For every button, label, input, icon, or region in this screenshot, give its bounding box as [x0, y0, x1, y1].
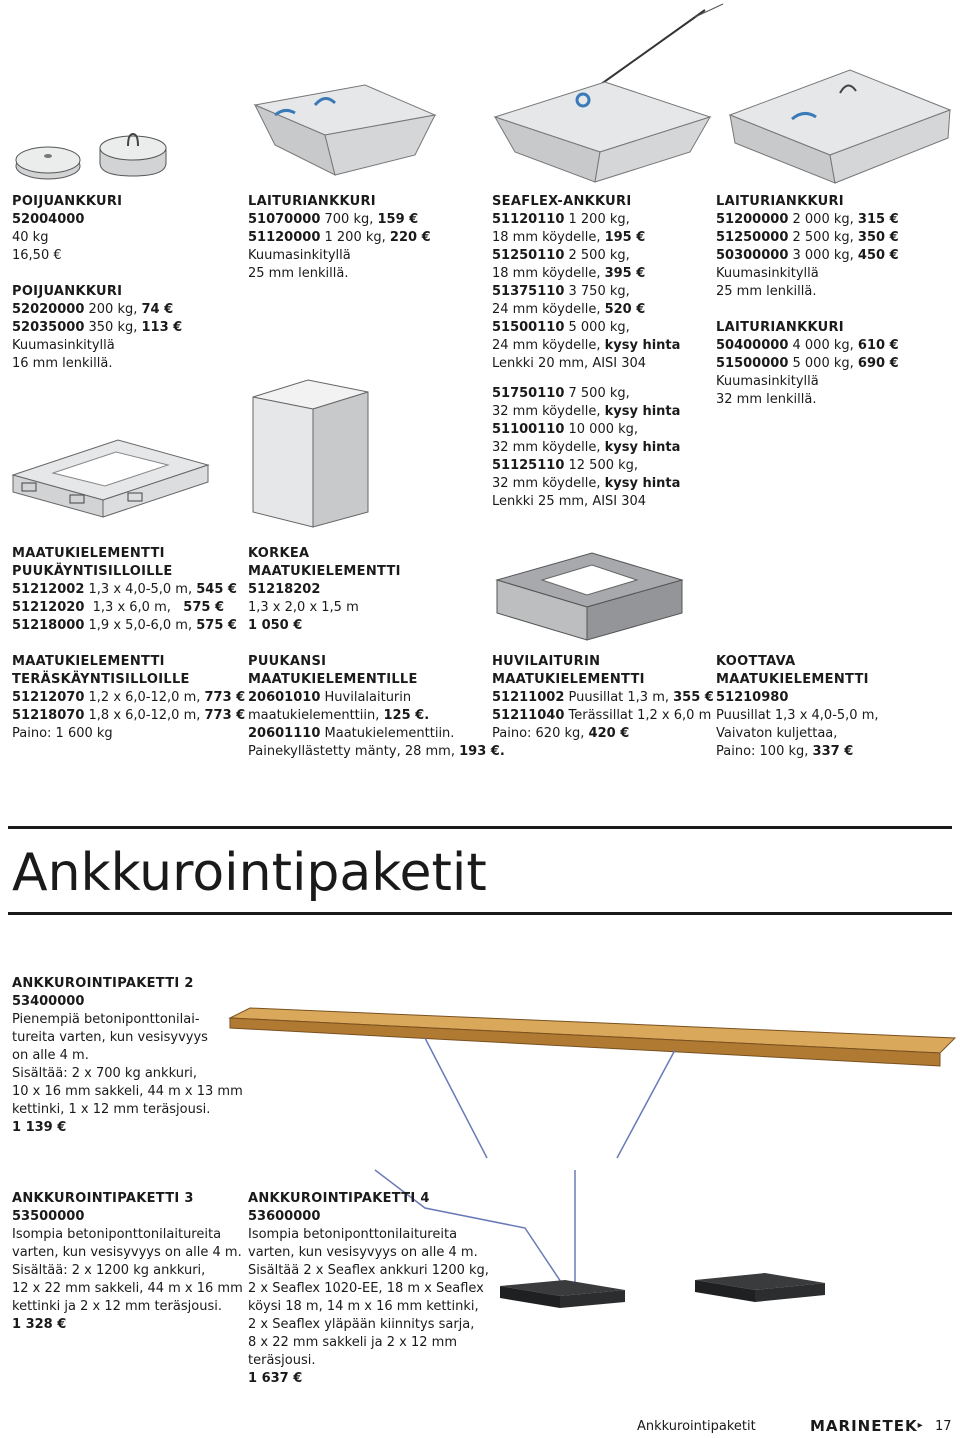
product-spec: 18 mm köydelle,: [492, 230, 605, 245]
product-spec: 2 000 kg,: [788, 212, 858, 227]
package-description-line: on alle 4 m.: [12, 1048, 89, 1063]
product-title: MAATUKIELEMENTTI: [248, 564, 401, 579]
spec-line: [492, 247, 680, 265]
product-price: 337 €: [812, 744, 854, 759]
spec-line: [492, 439, 680, 457]
package-price: 1 139 €: [12, 1120, 67, 1135]
product-spec: 3 750 kg,: [564, 284, 630, 299]
product-code: 51375110: [492, 284, 565, 299]
package-code: 53600000: [248, 1209, 321, 1224]
spec-line: [12, 599, 237, 617]
seaflex-anchor-figure: [485, 2, 725, 187]
seaflex-anchor-block: [492, 193, 680, 511]
dock-anchor-block-figure: [245, 75, 445, 185]
spec-line: [12, 689, 245, 707]
product-spec: Lenkki 25 mm, AISI 304: [492, 494, 647, 509]
product-code: 51250110: [492, 248, 565, 263]
product-code: 51120000: [248, 230, 321, 245]
package-code: 53500000: [12, 1209, 85, 1224]
product-spec: Paino: 620 kg,: [492, 726, 589, 741]
spec-line: [492, 355, 680, 373]
product-price: 315 €: [857, 212, 899, 227]
product-spec: 25 mm lenkillä.: [716, 284, 817, 299]
product-spec: 24 mm köydelle,: [492, 338, 605, 353]
product-code: 51750110: [492, 386, 565, 401]
product-spec: 1,2 x 6,0-12,0 m,: [84, 690, 205, 705]
product-title: LAITURIANKKURI: [716, 194, 844, 209]
product-spec: 1,3 x 4,0-5,0 m,: [84, 582, 197, 597]
package-code: 53400000: [12, 994, 85, 1009]
product-title: PUUKÄYNTISILLOILLE: [12, 564, 173, 579]
wood-deck-block: [248, 653, 505, 761]
product-spec: Paino: 100 kg,: [716, 744, 813, 759]
spec-line: [492, 475, 680, 493]
product-code: 51212002: [12, 582, 85, 597]
product-code: 51210980: [716, 690, 789, 705]
product-title: MAATUKIELEMENTTI: [12, 654, 165, 669]
product-spec: Lenkki 20 mm, AISI 304: [492, 356, 647, 371]
product-spec: 24 mm köydelle,: [492, 302, 605, 317]
package-3-block: [12, 1190, 243, 1334]
spec-line: [716, 265, 899, 283]
spec-line: [492, 689, 714, 707]
package-4-block: [248, 1190, 489, 1388]
spec-line: [12, 725, 245, 743]
package-description-line: 2 x Seaflex yläpään kiinnitys sarja,: [248, 1317, 475, 1332]
product-spec: 10 000 kg,: [564, 422, 639, 437]
product-spec: maatukielementtiin,: [248, 708, 384, 723]
product-note: Kuumasinkityllä: [248, 248, 351, 263]
package-description-line: Sisältää 2 x Seaflex ankkuri 1200 kg,: [248, 1263, 489, 1278]
abutment-element-figure: [8, 425, 213, 520]
cottage-abutment-block: [492, 653, 714, 743]
product-code: 51212070: [12, 690, 85, 705]
product-spec: Puusillat 1,3 x 4,0-5,0 m,: [716, 708, 879, 723]
package-description-line: teräsjousi.: [248, 1353, 316, 1368]
product-code: 51070000: [248, 212, 321, 227]
product-code: 51250000: [716, 230, 789, 245]
spec-line: [716, 247, 899, 265]
product-code: 51125110: [492, 458, 565, 473]
product-price: kysy hinta: [604, 476, 681, 491]
package-title: ANKKUROINTIPAKETTI 3: [12, 1191, 194, 1206]
dock-anchor-block: [248, 193, 431, 283]
section-rule-bottom: [8, 912, 952, 915]
package-description-line: Isompia betoniponttonilaitureita: [12, 1227, 222, 1242]
product-title: KOOTTAVA: [716, 654, 796, 669]
product-price: kysy hinta: [604, 440, 681, 455]
dock-anchor-block-b: [716, 319, 899, 409]
product-price: 193 €.: [459, 744, 505, 759]
product-price: kysy hinta: [604, 404, 681, 419]
package-2-figure: [225, 968, 960, 1168]
product-spec: 4 000 kg,: [788, 338, 858, 353]
package-description-line: Sisältää: 2 x 1200 kg ankkuri,: [12, 1263, 206, 1278]
product-spec: 12 500 kg,: [564, 458, 639, 473]
product-spec: Terässillat 1,2 x 6,0 m: [564, 708, 712, 723]
product-code: 50300000: [716, 248, 789, 263]
product-spec: Puusillat 1,3 m,: [564, 690, 674, 705]
spec-line: [716, 337, 899, 355]
product-code: 52035000: [12, 320, 85, 335]
product-code: 51211040: [492, 708, 565, 723]
product-price: kysy hinta: [604, 338, 681, 353]
spec-line: [492, 457, 680, 475]
package-description-line: varten, kun vesisyvyys on alle 4 m.: [12, 1245, 242, 1260]
buoy-anchor-figure: [8, 118, 178, 188]
product-code: 51218070: [12, 708, 85, 723]
product-spec: Maatukielementtiin.: [320, 726, 455, 741]
package-description-line: tureita varten, kun vesisyvyys: [12, 1030, 208, 1045]
package-description-line: kettinki ja 2 x 12 mm teräsjousi.: [12, 1299, 222, 1314]
product-spec: 700 kg,: [320, 212, 378, 227]
spec-line: [716, 743, 879, 761]
product-spec: 18 mm köydelle,: [492, 266, 605, 281]
modular-abutment-block: [716, 653, 879, 761]
spec-line: [12, 707, 245, 725]
spec-line: [492, 229, 680, 247]
brand-logo: [810, 1417, 924, 1435]
product-code: 52004000: [12, 212, 85, 227]
product-spec: 350 kg,: [84, 320, 142, 335]
product-code: 52020000: [12, 302, 85, 317]
package-title: ANKKUROINTIPAKETTI 2: [12, 976, 194, 991]
product-weight: 40 kg: [12, 230, 49, 245]
product-spec: Paino: 1 600 kg: [12, 726, 113, 741]
product-price: 520 €: [604, 302, 646, 317]
product-code: 51218000: [12, 618, 85, 633]
product-title: MAATUKIELEMENTTI: [12, 546, 165, 561]
product-code: 51211002: [492, 690, 565, 705]
product-price: 420 €: [588, 726, 630, 741]
product-spec: 1,8 x 6,0-12,0 m,: [84, 708, 205, 723]
product-price: 125 €.: [383, 708, 430, 723]
product-note: Kuumasinkityllä: [12, 338, 115, 353]
product-code: 20601010: [248, 690, 321, 705]
package-2-block: [12, 975, 243, 1137]
product-title: POIJUANKKURI: [12, 284, 123, 299]
package-price: 1 637 €: [248, 1371, 303, 1386]
spec-line: [716, 373, 899, 391]
product-title: SEAFLEX-ANKKURI: [492, 194, 632, 209]
product-spec: 200 kg,: [84, 302, 142, 317]
spec-line: [492, 211, 680, 229]
product-price: 195 €: [604, 230, 646, 245]
product-price: 773 €: [204, 690, 246, 705]
buoy-anchor-block-2: [12, 283, 182, 373]
product-title: KORKEA: [248, 546, 310, 561]
page-number: 17: [935, 1419, 952, 1434]
package-description-line: 10 x 16 mm sakkeli, 44 m x 13 mm: [12, 1084, 243, 1099]
product-code: 51500110: [492, 320, 565, 335]
brand-chevron-icon: ▸: [917, 1420, 924, 1431]
product-spec: 2 500 kg,: [564, 248, 630, 263]
section-rule-top: [8, 826, 952, 829]
product-title: MAATUKIELEMENTILLE: [248, 672, 418, 687]
buoy-anchor-block-1: [12, 193, 122, 265]
product-spec: 1 200 kg,: [564, 212, 630, 227]
tall-abutment-figure: [248, 372, 373, 532]
package-description-line: Sisältää: 2 x 700 kg ankkuri,: [12, 1066, 198, 1081]
product-dims: 1,3 x 2,0 x 1,5 m: [248, 600, 359, 615]
product-code: 51218202: [248, 582, 321, 597]
spec-line: [716, 707, 879, 725]
product-spec: 1,3 x 6,0 m,: [84, 600, 184, 615]
package-description-line: kettinki, 1 x 12 mm teräsjousi.: [12, 1102, 211, 1117]
product-title: LAITURIANKKURI: [716, 320, 844, 335]
abutment-wood-block: [12, 545, 237, 635]
package-description-line: Isompia betoniponttonilaitureita: [248, 1227, 458, 1242]
spec-line: [716, 283, 899, 301]
product-title: MAATUKIELEMENTTI: [492, 672, 645, 687]
spec-line: [492, 707, 714, 725]
tall-abutment-block: [248, 545, 401, 635]
product-price: 159 €: [377, 212, 419, 227]
spec-line: [716, 229, 899, 247]
product-price: 610 €: [857, 338, 899, 353]
product-code: 50400000: [716, 338, 789, 353]
spec-line: [492, 337, 680, 355]
product-spec: Huvilalaiturin: [320, 690, 412, 705]
product-code: 51120110: [492, 212, 565, 227]
product-price: 220 €: [389, 230, 431, 245]
product-code: 20601110: [248, 726, 321, 741]
package-price: 1 328 €: [12, 1317, 67, 1332]
spec-line: [492, 421, 680, 439]
spec-line: [492, 265, 680, 283]
spec-line: [492, 283, 680, 301]
spec-line: [492, 725, 714, 743]
product-spec: 7 500 kg,: [564, 386, 630, 401]
product-price: 395 €: [604, 266, 646, 281]
product-title: TERÄSKÄYNTISILLOILLE: [12, 672, 190, 687]
product-price: 350 €: [857, 230, 899, 245]
product-price: 690 €: [857, 356, 899, 371]
package-description-line: varten, kun vesisyvyys on alle 4 m.: [248, 1245, 478, 1260]
product-code: 51100110: [492, 422, 565, 437]
product-price: 74 €: [141, 302, 174, 317]
product-title: POIJUANKKURI: [12, 194, 123, 209]
spec-line: [492, 403, 680, 421]
product-spec: 32 mm lenkillä.: [716, 392, 817, 407]
product-spec: 32 mm köydelle,: [492, 476, 605, 491]
spec-line: [492, 493, 680, 511]
product-note: 16 mm lenkillä.: [12, 356, 113, 371]
product-note: 25 mm lenkillä.: [248, 266, 349, 281]
spec-line: [716, 391, 899, 409]
product-code: 51500000: [716, 356, 789, 371]
product-spec: 5 000 kg,: [788, 356, 858, 371]
product-spec: 32 mm köydelle,: [492, 440, 605, 455]
product-price: 355 €: [673, 690, 714, 705]
product-price: 113 €: [141, 320, 183, 335]
product-spec: Kuumasinkityllä: [716, 374, 819, 389]
footer-section-label: Ankkurointipaketit: [637, 1419, 756, 1434]
package-description-line: 12 x 22 mm sakkeli, 44 m x 16 mm: [12, 1281, 243, 1296]
spec-line: [716, 211, 899, 229]
package-description-line: köysi 18 m, 14 m x 16 mm kettinki,: [248, 1299, 479, 1314]
spec-line: [716, 725, 879, 743]
product-price: 545 €: [196, 582, 237, 597]
product-spec: 1 200 kg,: [320, 230, 390, 245]
package-title: ANKKUROINTIPAKETTI 4: [248, 1191, 430, 1206]
product-price: 575 €: [183, 600, 224, 615]
package-description-line: 2 x Seaflex 1020-EE, 18 m x Seaflex: [248, 1281, 484, 1296]
product-spec: Painekyllästetty mänty, 28 mm,: [248, 744, 460, 759]
spec-line: [492, 319, 680, 337]
product-price: 575 €: [196, 618, 237, 633]
brand-name: MARINETEK: [810, 1417, 918, 1435]
dock-anchor-block-a: [716, 193, 899, 301]
spec-line: [492, 301, 680, 319]
product-price: 773 €: [204, 708, 246, 723]
abutment-steel-block: [12, 653, 245, 743]
spec-line: [12, 617, 237, 635]
product-price: 1 050 €: [248, 618, 303, 633]
product-price: 450 €: [857, 248, 899, 263]
package-description-line: 8 x 22 mm sakkeli ja 2 x 12 mm: [248, 1335, 457, 1350]
product-title: MAATUKIELEMENTTI: [716, 672, 869, 687]
product-spec: Vaivaton kuljettaa,: [716, 726, 838, 741]
product-title: PUUKANSI: [248, 654, 327, 669]
dock-anchor-large-figure: [720, 55, 955, 185]
product-spec: 2 500 kg,: [788, 230, 858, 245]
spec-line: [492, 385, 680, 403]
product-spec: 32 mm köydelle,: [492, 404, 605, 419]
product-spec: 3 000 kg,: [788, 248, 858, 263]
spec-line: [716, 355, 899, 373]
spec-line: [12, 581, 237, 599]
product-title: HUVILAITURIN: [492, 654, 601, 669]
product-price: 16,50 €: [12, 248, 62, 263]
product-spec: 1,9 x 5,0-6,0 m,: [84, 618, 197, 633]
package-description-line: Pienempiä betoniponttonilai-: [12, 1012, 200, 1027]
product-code: 51212020: [12, 600, 85, 615]
cottage-abutment-figure: [492, 545, 687, 645]
product-spec: Kuumasinkityllä: [716, 266, 819, 281]
product-title: LAITURIANKKURI: [248, 194, 376, 209]
section-title: Ankkurointipaketit: [12, 843, 487, 903]
product-code: 51200000: [716, 212, 789, 227]
product-spec: 5 000 kg,: [564, 320, 630, 335]
